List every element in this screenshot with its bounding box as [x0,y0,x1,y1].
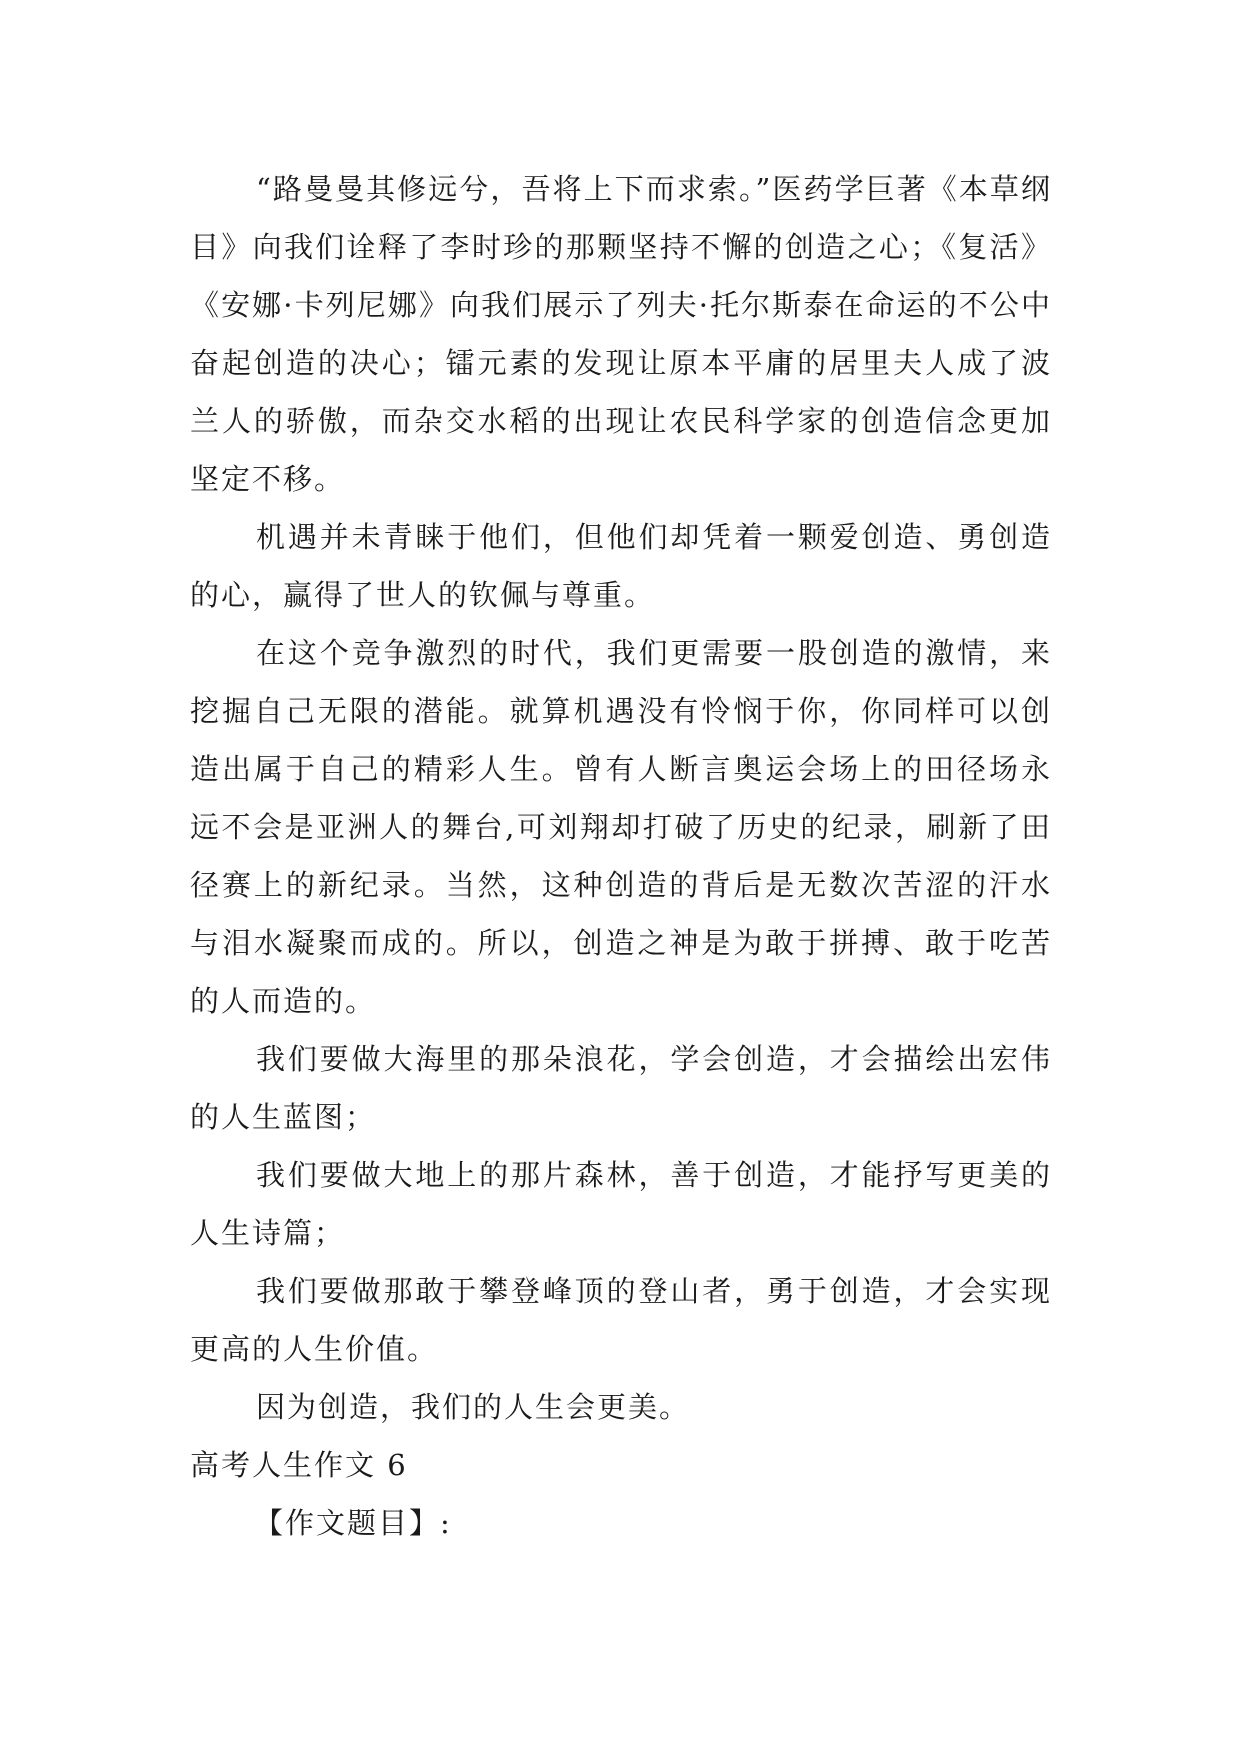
paragraph-conclusion: 因为创造，我们的人生会更美。 [256,1390,691,1424]
document-body [190,160,1052,1552]
paragraph-creation-examples: “路曼曼其修远兮，吾将上下而求索。”医药学巨著《本草纲目》向我们诠释了李时珍的那颗坚持不懈的创造之心；《复活》《安娜·卡列尼娜》向我们展示了列夫·托尔斯泰在命运的不公中奋起创造的决心；镭元素的发现让原本平庸的居里夫人成了波兰人的骄傲，而杂交水稻的出现让农民科学家的创造信念更加坚定不移。 [190,172,1052,496]
paragraph-opportunity: 机遇并未青睐于他们，但他们却凭着一颗爱创造、勇创造的心，赢得了世人的钦佩与尊重。 [190,520,1052,612]
paragraph-climber: 我们要做那敢于攀登峰顶的登山者，勇于创造，才会实现更高的人生价值。 [190,1274,1052,1366]
paragraph-forest: 我们要做大地上的那片森林，善于创造，才能抒写更美的人生诗篇； [190,1158,1052,1250]
paragraph-competition-era: 在这个竞争激烈的时代，我们更需要一股创造的激情，来挖掘自己无限的潜能。就算机遇没有怜悯于你，你同样可以创造出属于自己的精彩人生。曾有人断言奥运会场上的田径场永远不会是亚洲人的舞台,可刘翔却打破了历史的纪录，刷新了田径赛上的新纪录。当然，这种创造的背后是无数次苦涩的汗水与泪水凝聚而成的。所以，创造之神是为敢于拼搏、敢于吃苦的人而造的。 [190,636,1052,1018]
essay-topic-label: 【作文题目】: [254,1506,452,1540]
paragraph-wave: 我们要做大海里的那朵浪花，学会创造，才会描绘出宏伟的人生蓝图； [190,1042,1052,1134]
section-heading: 高考人生作文 6 [190,1448,408,1482]
